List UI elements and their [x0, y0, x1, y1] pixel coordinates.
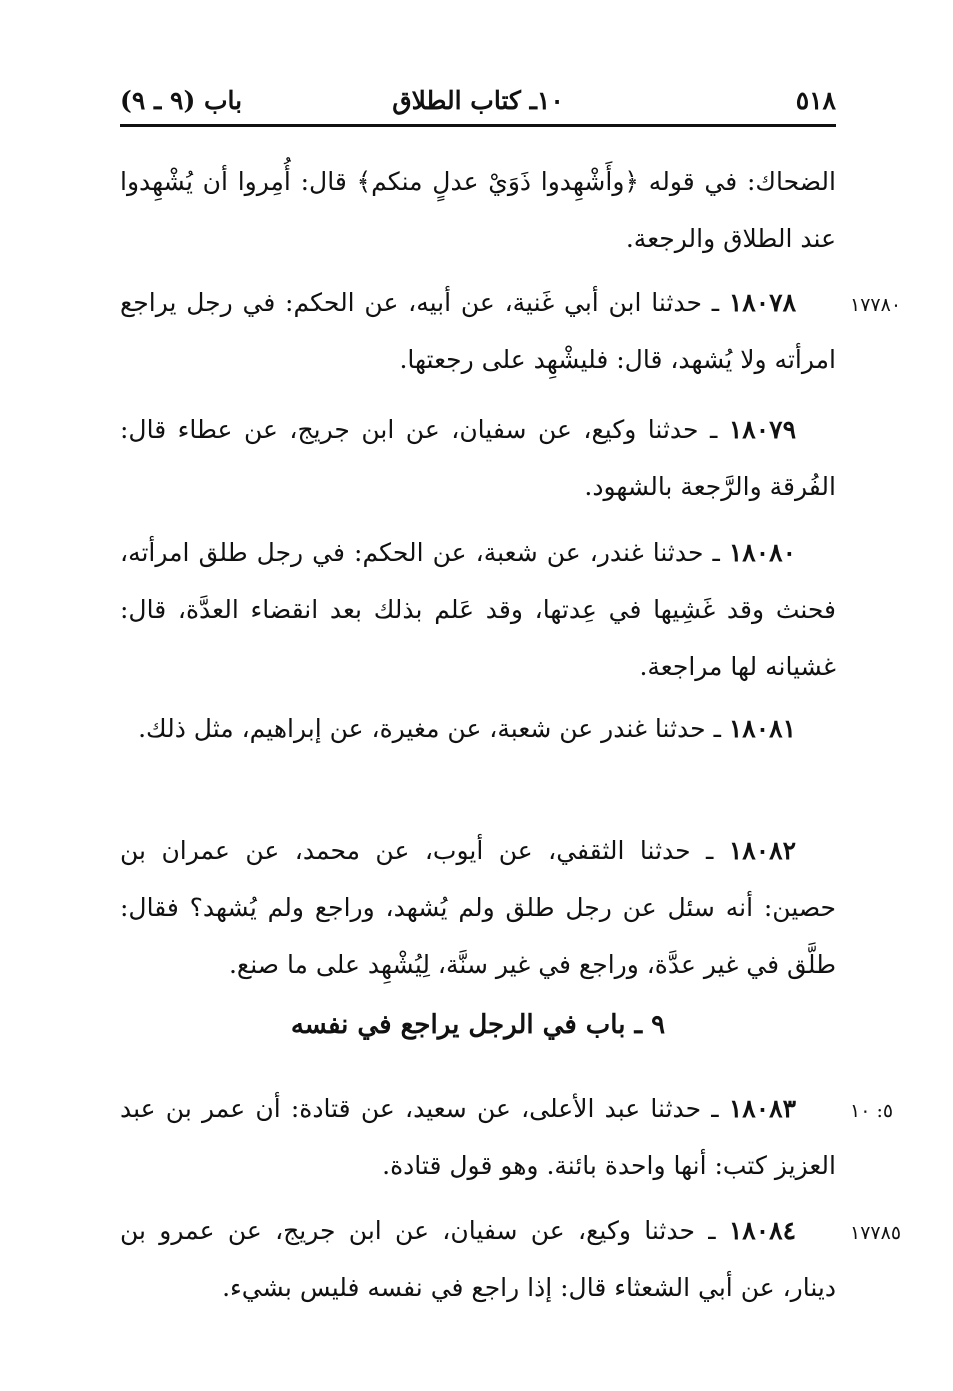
paragraph-text: ـ حدثنا وكيع، عن سفيان، عن ابن جريج، عن عمرو بن دينار، عن أبي الشعثاء قال: إذا راجع في نفسه فليس بشيء.	[120, 1216, 836, 1302]
margin-reference: ١٧٧٨٠	[850, 294, 902, 316]
paragraph-text: ـ حدثنا وكيع، عن سفيان، عن ابن جريج، عن عطاء قال: الفُرقة والرَّجعة بالشهود.	[120, 415, 836, 501]
paragraph-text: ـ حدثنا غندر عن شعبة، عن مغيرة، عن إبراهيم، مثل ذلك.	[138, 714, 721, 743]
hadith-paragraph	[120, 401, 836, 515]
hadith-number: ١٨٠٨٤	[728, 1216, 796, 1245]
running-header	[120, 82, 836, 122]
paragraph-continuation	[120, 153, 836, 267]
paragraph-text: ـ حدثنا غندر، عن شعبة، عن الحكم: في رجل طلق امرأته، فحنث وقد غَشِيها في عِدتها، وقد عَلم بذلك بعد انقضاء العدَّة، قال: غشيانه لها مراجعة.	[120, 538, 836, 681]
hadith-number: ١٨٠٨٣	[728, 1094, 796, 1123]
paragraph-text: ـ حدثنا الثقفي، عن أيوب، عن محمد، عن عمران بن حصين: أنه سئل عن رجل طلق ولم يُشهد، وراجع ولم يُشهد؟ فقال: طلَّق في غير عدَّة، وراجع في غير سنَّة، لِيُشْهِد على ما صنع.	[120, 836, 836, 979]
chapter-range: باب (٩ ـ ٩)	[120, 86, 243, 115]
paragraph-text: الضحاك: في قوله ﴿وأَشْهِدوا ذَوَيْ عدلٍ منكم﴾ قال: أُمِروا أن يُشْهِدوا عند الطلاق والرجعة.	[120, 167, 836, 253]
header-rule	[120, 124, 836, 127]
page-number: ٥١٨	[795, 86, 836, 115]
hadith-paragraph	[120, 1080, 836, 1194]
hadith-paragraph	[120, 274, 836, 388]
margin-reference: ١٧٧٨٥	[850, 1222, 902, 1244]
paragraph-text: ـ حدثنا عبد الأعلى، عن سعيد، عن قتادة: أن عمر بن عبد العزيز كتب: أنها واحدة بائنة. وهو قول قتادة.	[120, 1094, 836, 1180]
hadith-number: ١٨٠٧٨	[728, 288, 796, 317]
book-title: ١٠ـ كتاب الطلاق	[392, 86, 564, 115]
paragraph-text: ـ حدثنا ابن أبي غَنية، عن أبيه، عن الحكم: في رجل يراجع امرأته ولا يُشهد، قال: فليشْهِد على رجعتها.	[120, 288, 836, 374]
hadith-paragraph	[120, 822, 836, 993]
hadith-number: ١٨٠٨١	[728, 714, 796, 743]
margin-reference: ٥: ١٠	[850, 1100, 894, 1122]
hadith-number: ١٨٠٨٠	[728, 538, 796, 567]
hadith-paragraph	[120, 1202, 836, 1316]
hadith-number: ١٨٠٧٩	[728, 415, 796, 444]
hadith-paragraph	[120, 700, 836, 757]
hadith-paragraph	[120, 524, 836, 695]
section-heading: ٩ ـ باب في الرجل يراجع في نفسه	[290, 1010, 666, 1040]
hadith-number: ١٨٠٨٢	[728, 836, 796, 865]
